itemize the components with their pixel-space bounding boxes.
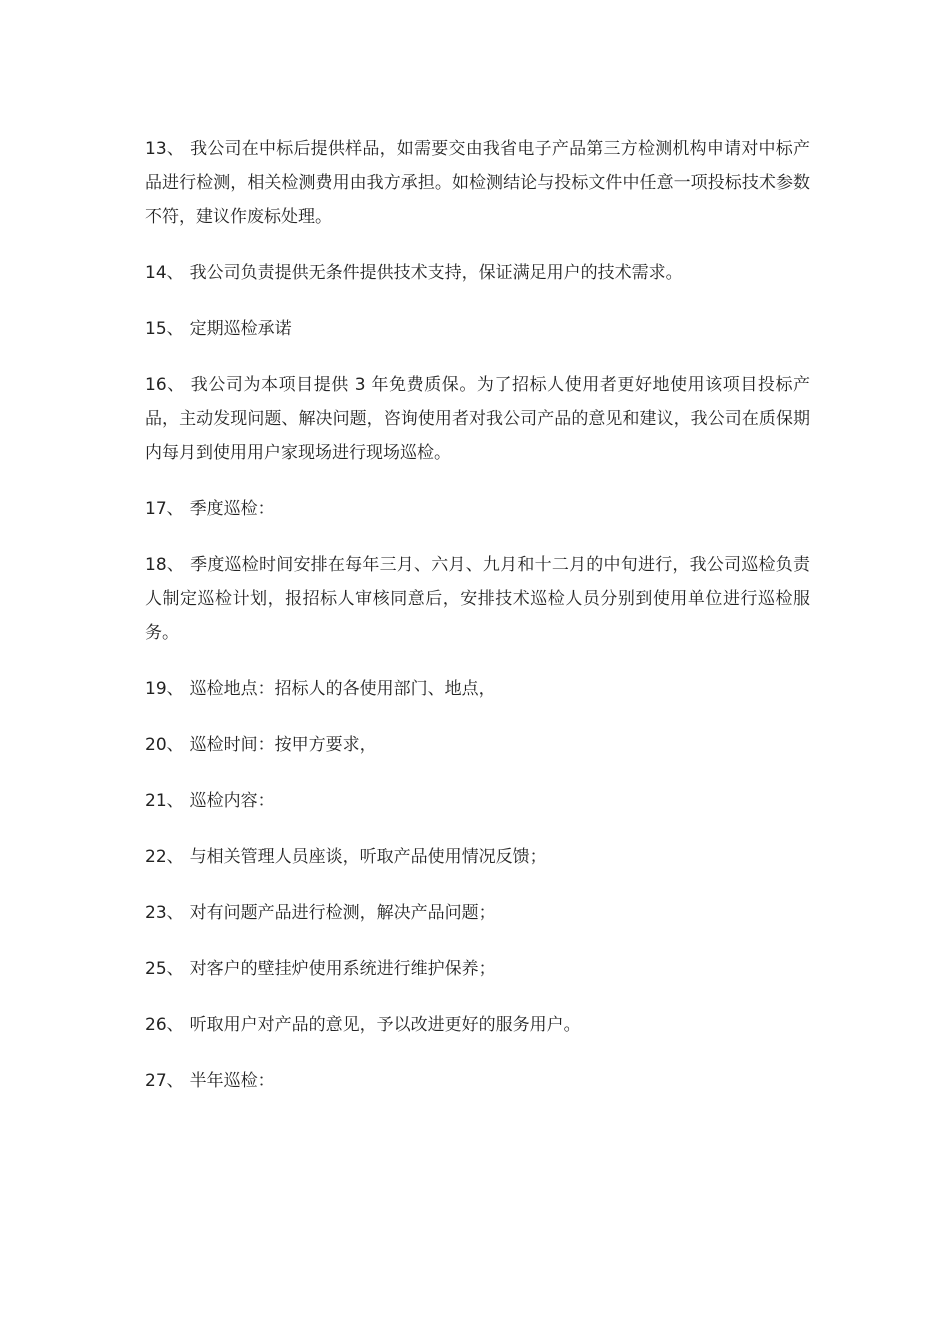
item-number: 13、: [145, 139, 185, 159]
item-text: 季度巡检：: [189, 499, 275, 519]
list-item: [145, 952, 810, 986]
list-item: [145, 368, 810, 470]
item-number: 25、: [145, 959, 184, 979]
item-number: 21、: [145, 791, 184, 811]
item-number: 16、: [145, 375, 185, 395]
item-number: 14、: [145, 263, 184, 283]
list-item: [145, 896, 810, 930]
item-text: 听取用户对产品的意见，予以改进更好的服务用户。: [189, 1015, 581, 1035]
list-item: [145, 728, 810, 762]
item-text: 半年巡检：: [189, 1071, 275, 1091]
list-item: [145, 1064, 810, 1098]
item-text: 季度巡检时间安排在每年三月、六月、九月和十二月的中旬进行，我公司巡检负责人制定巡检计划，报招标人审核同意后，安排技术巡检人员分别到使用单位进行巡检服务。: [145, 555, 810, 643]
list-item: [145, 256, 810, 290]
item-number: 22、: [145, 847, 184, 867]
item-number: 23、: [145, 903, 184, 923]
item-number: 15、: [145, 319, 184, 339]
list-item: [145, 672, 810, 706]
item-text: 与相关管理人员座谈，听取产品使用情况反馈；: [189, 847, 547, 867]
item-text: 对有问题产品进行检测，解决产品问题；: [189, 903, 496, 923]
list-item: [145, 312, 810, 346]
item-number: 17、: [145, 499, 184, 519]
list-item: [145, 492, 810, 526]
item-number: 27、: [145, 1071, 184, 1091]
list-item: [145, 840, 810, 874]
item-text: 对客户的壁挂炉使用系统进行维护保养；: [189, 959, 496, 979]
item-text: 我公司负责提供无条件提供技术支持，保证满足用户的技术需求。: [189, 263, 683, 283]
list-item: [145, 784, 810, 818]
item-number: 20、: [145, 735, 184, 755]
item-text: 巡检时间：按甲方要求，: [189, 735, 377, 755]
item-text: 我公司在中标后提供样品，如需要交由我省电子产品第三方检测机构申请对中标产品进行检测，相关检测费用由我方承担。如检测结论与投标文件中任意一项投标技术参数不符，建议作废标处理。: [145, 139, 810, 227]
item-text: 巡检内容：: [189, 791, 275, 811]
list-item: [145, 1008, 810, 1042]
item-number: 26、: [145, 1015, 184, 1035]
item-number: 19、: [145, 679, 184, 699]
item-text: 我公司为本项目提供 3 年免费质保。为了招标人使用者更好地使用该项目投标产品，主动发现问题、解决问题，咨询使用者对我公司产品的意见和建议，我公司在质保期内每月到使用用户家现场进行现场巡检。: [145, 375, 811, 463]
item-text: 巡检地点：招标人的各使用部门、地点，: [189, 679, 496, 699]
item-number: 18、: [145, 555, 185, 575]
item-text: 定期巡检承诺: [189, 319, 292, 339]
list-item: [145, 548, 810, 650]
list-item: [145, 132, 810, 234]
document-page: [145, 132, 810, 1120]
